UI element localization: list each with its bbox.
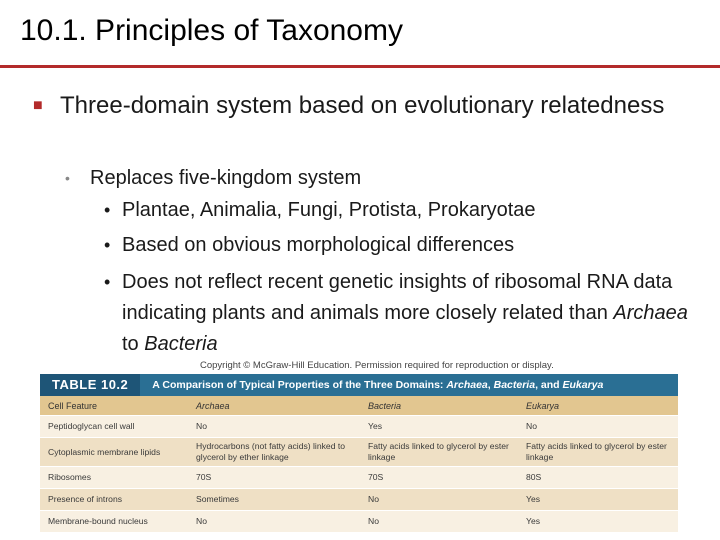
table-cell: No bbox=[360, 511, 518, 533]
bullet-level3-item bbox=[104, 267, 704, 360]
table-cell: No bbox=[360, 489, 518, 511]
table-row bbox=[40, 438, 678, 467]
bullet-level3-item bbox=[104, 232, 704, 258]
bullet-level3-text: Based on obvious morphological differences bbox=[122, 234, 515, 256]
table-cell: No bbox=[188, 416, 360, 438]
table-row bbox=[40, 511, 678, 533]
table-cell: Presence of introns bbox=[40, 489, 188, 511]
bullet-level1 bbox=[33, 90, 673, 121]
table-cell: Yes bbox=[518, 489, 678, 511]
table-cell: Hydrocarbons (not fatty acids) linked to glycerol by ether linkage bbox=[188, 438, 360, 467]
table-row bbox=[40, 416, 678, 438]
bullet-level3-list bbox=[104, 197, 704, 369]
table-cell: Fatty acids linked to glycerol by ester linkage bbox=[360, 438, 518, 467]
bullet-level3-text: Plantae, Animalia, Fungi, Protista, Prokaryotae bbox=[122, 199, 536, 221]
bullet-level2-text: Replaces five-kingdom system bbox=[90, 167, 362, 189]
slide-title: 10.1. Principles of Taxonomy bbox=[20, 14, 403, 47]
table-cell: 70S bbox=[188, 467, 360, 489]
column-header: Eukarya bbox=[518, 396, 678, 416]
domain-comparison-table bbox=[40, 396, 678, 532]
table-cell: Cytoplasmic membrane lipids bbox=[40, 438, 188, 467]
italic-bacteria: Bacteria bbox=[144, 333, 218, 355]
table-cell: Ribosomes bbox=[40, 467, 188, 489]
table-number: TABLE 10.2 bbox=[40, 374, 140, 396]
comparison-table-figure bbox=[40, 374, 678, 532]
table-cell: 70S bbox=[360, 467, 518, 489]
table-cell: No bbox=[518, 416, 678, 438]
table-caption: A Comparison of Typical Properties of the Three Domains: Archaea, Bacteria, and Eukarya bbox=[152, 379, 604, 391]
dot-bullet-icon: • bbox=[104, 272, 111, 292]
bullet-level3-text: Does not reflect recent genetic insights of ribosomal RNA data indicating plants and animals more closely related than Archaea to Bacteria bbox=[122, 271, 688, 355]
italic-archaea: Archaea bbox=[613, 302, 688, 324]
table-cell: Fatty acids linked to glycerol by ester linkage bbox=[518, 438, 678, 467]
square-bullet-icon: ■ bbox=[33, 97, 43, 114]
table-cell: Peptidoglycan cell wall bbox=[40, 416, 188, 438]
table-cell: Sometimes bbox=[188, 489, 360, 511]
table-cell: 80S bbox=[518, 467, 678, 489]
bullet-level1-text: Three-domain system based on evolutionary relatedness bbox=[60, 92, 665, 119]
title-underline bbox=[0, 65, 720, 68]
column-header: Cell Feature bbox=[40, 396, 188, 416]
bullet-level2 bbox=[65, 165, 685, 192]
table-header-row bbox=[40, 396, 678, 416]
dot-bullet-icon: • bbox=[104, 200, 111, 220]
dot-bullet-icon: • bbox=[65, 170, 70, 186]
column-header: Archaea bbox=[188, 396, 360, 416]
table-cell: No bbox=[188, 511, 360, 533]
table-title-bar bbox=[40, 374, 678, 396]
copyright-notice: Copyright © McGraw-Hill Education. Permission required for reproduction or display. bbox=[200, 360, 554, 371]
table-cell: Yes bbox=[360, 416, 518, 438]
dot-bullet-icon: • bbox=[104, 235, 111, 255]
table-row bbox=[40, 467, 678, 489]
column-header: Bacteria bbox=[360, 396, 518, 416]
table-cell: Membrane-bound nucleus bbox=[40, 511, 188, 533]
bullet-level3-item bbox=[104, 197, 704, 223]
table-row bbox=[40, 489, 678, 511]
table-cell: Yes bbox=[518, 511, 678, 533]
